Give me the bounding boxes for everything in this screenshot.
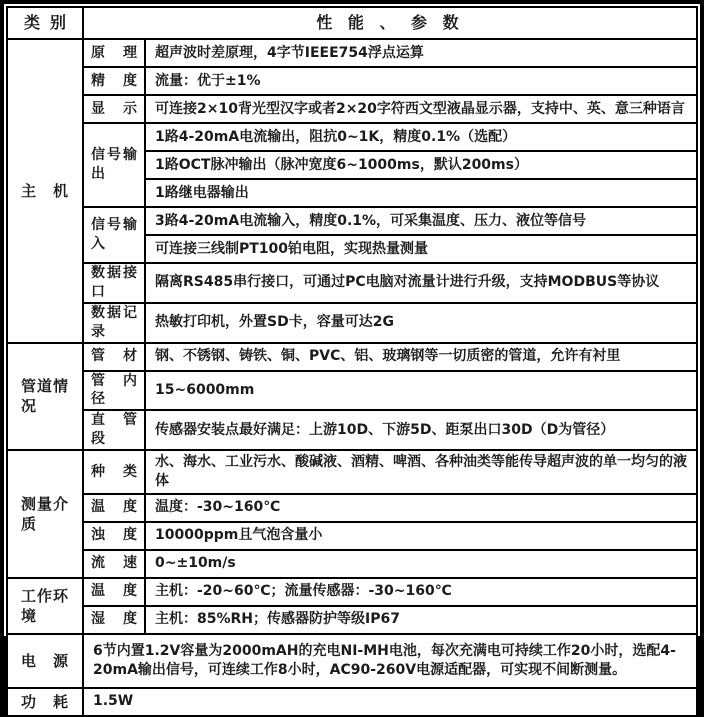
row-pipe-diameter xyxy=(7,371,697,411)
row-display xyxy=(7,95,697,123)
value-pipe-material: 钢、不锈钢、铸铁、铜、PVC、铝、玻璃钢等一切质密的管道，允许有衬里 xyxy=(145,343,697,371)
category-main-unit: 主 机 xyxy=(7,39,83,343)
label-env-temperature: 温 度 xyxy=(83,578,145,606)
header-row xyxy=(7,7,697,39)
label-env-humidity: 湿 度 xyxy=(83,606,145,634)
row-medium-turbidity xyxy=(7,522,697,550)
row-env-humidity xyxy=(7,606,697,634)
row-medium-temperature xyxy=(7,494,697,522)
value-env-humidity: 主机：85%RH；传感器防护等级IP67 xyxy=(145,606,697,634)
label-signal-input: 信号输入 xyxy=(83,207,145,263)
label-display: 显 示 xyxy=(83,95,145,123)
page-frame xyxy=(4,4,700,711)
value-display: 可连接2×10背光型汉字或者2×20字符西文型液晶显示器，支持中、英、意三种语言 xyxy=(145,95,697,123)
label-medium-temperature: 温 度 xyxy=(83,494,145,522)
row-env-temperature xyxy=(7,578,697,606)
value-medium-temperature: 温度：-30~160℃ xyxy=(145,494,697,522)
value-pipe-diameter: 15~6000mm xyxy=(145,371,697,411)
row-power-consumption xyxy=(7,688,697,716)
category-pipe: 管道情况 xyxy=(7,343,83,451)
row-medium-velocity xyxy=(7,550,697,578)
category-medium: 测量介质 xyxy=(7,450,83,578)
value-signal-input-2: 可连接三线制PT100铂电阻，实现热量测量 xyxy=(145,235,697,263)
value-medium-turbidity: 10000ppm且气泡含量小 xyxy=(145,522,697,550)
value-signal-output-1: 1路4-20mA电流输出，阻抗0~1K，精度0.1%（选配） xyxy=(145,123,697,151)
category-power-supply: 电 源 xyxy=(7,634,83,688)
row-power-supply xyxy=(7,634,697,688)
row-pipe-straight xyxy=(7,410,697,450)
value-medium-type: 水、海水、工业污水、酸碱液、酒精、啤酒、各种油类等能传导超声波的单一均匀的液体 xyxy=(145,450,697,494)
category-power-consumption: 功 耗 xyxy=(7,688,83,716)
value-pipe-straight: 传感器安装点最好满足：上游10D、下游5D、距泵出口30D（D为管径） xyxy=(145,410,697,450)
row-signal-output-1 xyxy=(7,123,697,151)
row-data-interface xyxy=(7,263,697,303)
value-signal-input-1: 3路4-20mA电流输入，精度0.1%，可采集温度、压力、液位等信号 xyxy=(145,207,697,235)
value-power-consumption: 1.5W xyxy=(83,688,697,716)
label-pipe-straight: 直 管 段 xyxy=(83,410,145,450)
value-signal-output-3: 1路继电器输出 xyxy=(145,179,697,207)
label-data-interface: 数据接口 xyxy=(83,263,145,303)
row-medium-type xyxy=(7,450,697,494)
value-data-logging: 热敏打印机，外置SD卡，容量可达2G xyxy=(145,303,697,343)
label-pipe-material: 管 材 xyxy=(83,343,145,371)
row-accuracy xyxy=(7,67,697,95)
category-environment: 工作环境 xyxy=(7,578,83,634)
value-accuracy: 流量：优于±1% xyxy=(145,67,697,95)
header-category-cell: 类 别 xyxy=(7,7,83,39)
label-data-logging: 数据记录 xyxy=(83,303,145,343)
label-signal-output: 信号输出 xyxy=(83,123,145,207)
spec-table xyxy=(6,6,698,717)
value-data-interface: 隔离RS485串行接口，可通过PC电脑对流量计进行升级，支持MODBUS等协议 xyxy=(145,263,697,303)
label-accuracy: 精 度 xyxy=(83,67,145,95)
label-medium-velocity: 流 速 xyxy=(83,550,145,578)
row-signal-input-1 xyxy=(7,207,697,235)
label-principle: 原 理 xyxy=(83,39,145,67)
value-power-supply: 6节内置1.2V容量为2000mAH的充电NI-MH电池，每次充满电可持续工作20小时，选配4-20mA输出信号，可连续工作8小时，AC90-260V电源适配器，可实现不间断测量。 xyxy=(83,634,697,688)
label-medium-turbidity: 浊 度 xyxy=(83,522,145,550)
label-medium-type: 种 类 xyxy=(83,450,145,494)
row-principle xyxy=(7,39,697,67)
value-principle: 超声波时差原理，4字节IEEE754浮点运算 xyxy=(145,39,697,67)
header-params-cell: 性 能 、 参 数 xyxy=(83,7,697,39)
row-pipe-material xyxy=(7,343,697,371)
value-medium-velocity: 0~±10m/s xyxy=(145,550,697,578)
value-env-temperature: 主机：-20~60℃；流量传感器：-30~160℃ xyxy=(145,578,697,606)
row-data-logging xyxy=(7,303,697,343)
value-signal-output-2: 1路OCT脉冲输出（脉冲宽度6~1000ms，默认200ms） xyxy=(145,151,697,179)
label-pipe-diameter: 管 内 径 xyxy=(83,371,145,411)
